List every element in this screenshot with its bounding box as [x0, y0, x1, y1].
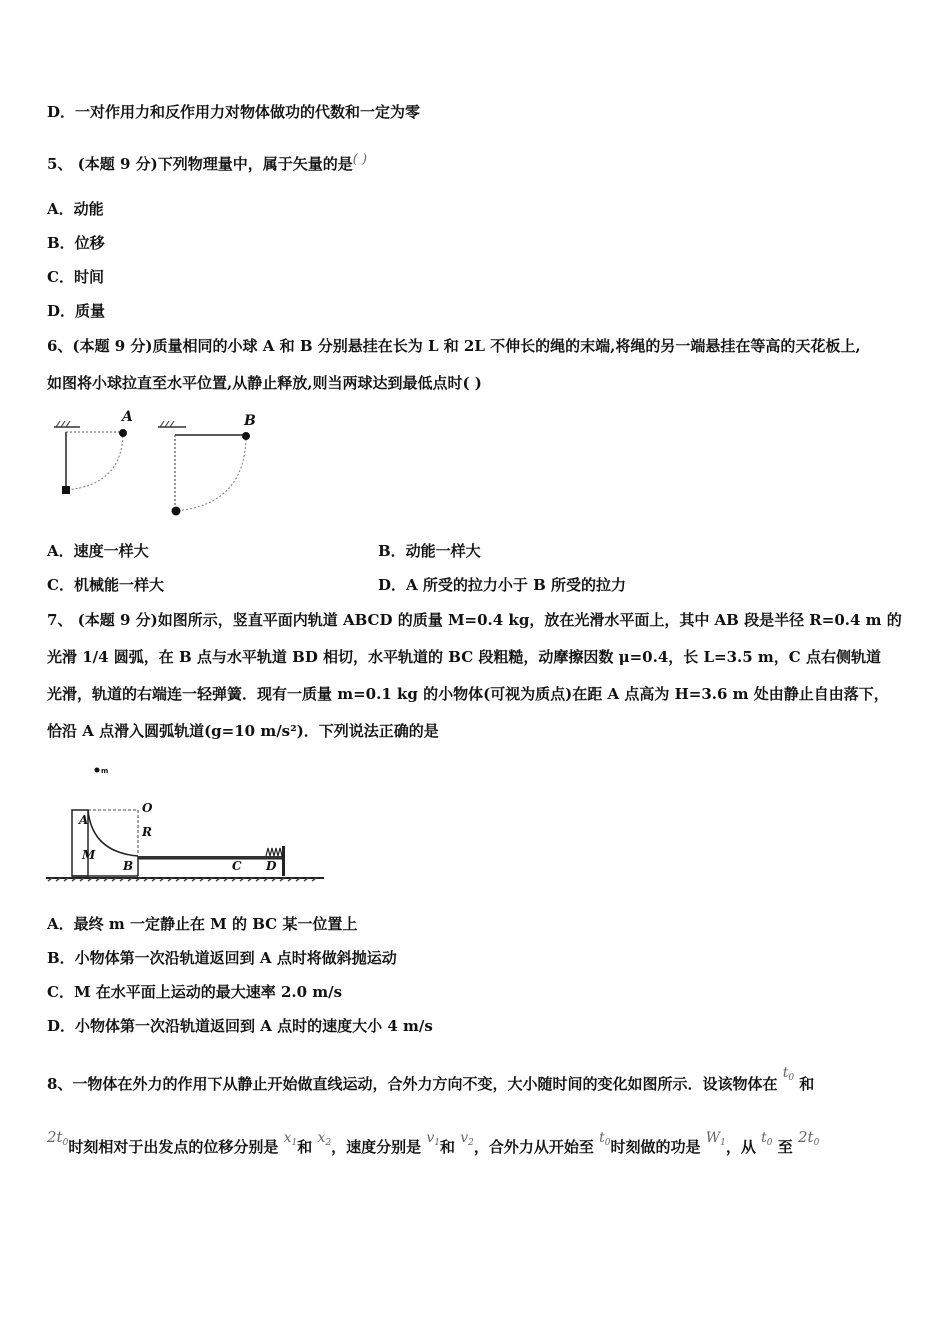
- q4-option-d: D．一对作用力和反作用力对物体做功的代数和一定为零: [47, 103, 421, 121]
- q8-and-1: 和: [799, 1075, 815, 1093]
- q8-line2-a: 时刻相对于出发点的位移分别是: [68, 1138, 279, 1156]
- q7-stem-line4: 恰沿 A 点滑入圆弧轨道(g=10 m/s²)．下列说法正确的是: [47, 722, 439, 740]
- label-r: R: [142, 825, 152, 839]
- label-c: C: [232, 859, 242, 873]
- label-b: B: [244, 413, 256, 429]
- symbol-x2: $x_2$: [317, 1130, 332, 1148]
- q5-option-a: A．动能: [47, 200, 104, 218]
- q8-line2-d: 时刻做的功是: [610, 1138, 701, 1156]
- label-d: D: [266, 859, 277, 873]
- q8-line1-text: 8、一物体在外力的作用下从静止开始做直线运动，合外力方向不变，大小随时间的变化如图所示．设该物体在: [47, 1075, 778, 1093]
- q5-option-c: C．时间: [47, 268, 104, 286]
- label-b: B: [123, 859, 134, 873]
- q7-option-d: D．小物体第一次沿轨道返回到 A 点时的速度大小 4 m/s: [47, 1017, 433, 1035]
- q6-stem-line1: 6、(本题 9 分)质量相同的小球 A 和 B 分别悬挂在长为 L 和 2L 不伸长的绳的末端,将绳的另一端悬挂在等高的天花板上,: [47, 337, 861, 355]
- symbol-t0: $t_0$: [782, 1065, 795, 1083]
- q6-pendulum-figure: [40, 405, 280, 525]
- q5-option-d: D．质量: [47, 302, 106, 320]
- label-a: A: [79, 813, 89, 827]
- q8-line2: [47, 1128, 820, 1163]
- q7-stem-line2: 光滑 1/4 圆弧，在 B 点与水平轨道 BD 相切，水平轨道的 BC 段粗糙，动摩擦因数 μ=0.4，长 L=3.5 m，C 点右侧轨道: [47, 648, 881, 666]
- symbol-w1: $W_1$: [705, 1130, 726, 1148]
- q6-stem-line2: 如图将小球拉直至水平位置,从静止释放,则当两球达到最低点时( ): [47, 374, 482, 392]
- q7-stem-line3: 光滑，轨道的右端连一轻弹簧．现有一质量 m=0.1 kg 的小物体(可视为质点)在距 A 点高为 H=3.6 m 处由静止自由落下，: [47, 685, 889, 703]
- q6-option-a: A．速度一样大: [47, 542, 149, 560]
- symbol-2t0-2: $2t_0$: [798, 1128, 820, 1148]
- q8-line2-e: ，从: [725, 1138, 756, 1156]
- label-o: O: [142, 801, 153, 815]
- label-m: m: [101, 767, 109, 775]
- q8-line2-c: ，合外力从开始至: [473, 1138, 594, 1156]
- symbol-v1: $v_1$: [426, 1130, 440, 1148]
- q5-stem: [47, 150, 367, 174]
- q6-option-d: D．A 所受的拉力小于 B 所受的拉力: [378, 576, 626, 594]
- q8-and-3: 和: [440, 1138, 456, 1156]
- q7-option-c: C．M 在水平面上运动的最大速率 2.0 m/s: [47, 983, 343, 1001]
- q8-and-2: 和: [297, 1138, 313, 1156]
- q7-option-a: A．最终 m 一定静止在 M 的 BC 某一位置上: [47, 915, 358, 933]
- q6-option-c: C．机械能一样大: [47, 576, 164, 594]
- label-mm: M: [82, 848, 96, 862]
- q5-paren: ( ): [352, 152, 368, 167]
- q8-line1: [47, 1063, 814, 1094]
- q7-track-figure: [42, 760, 332, 890]
- q6-option-b: B．动能一样大: [378, 542, 481, 560]
- symbol-v2: $v_2$: [460, 1130, 474, 1148]
- label-a: A: [122, 409, 133, 425]
- q8-line2-b: ，速度分别是: [331, 1138, 422, 1156]
- q7-option-b: B．小物体第一次沿轨道返回到 A 点时将做斜抛运动: [47, 949, 397, 967]
- pendulum-b: [158, 413, 256, 516]
- q5-option-b: B．位移: [47, 234, 105, 252]
- symbol-t0-3: $t_0$: [761, 1130, 773, 1148]
- q7-stem-line1: 7、 (本题 9 分)如图所示，竖直平面内轨道 ABCD 的质量 M=0.4 kg，放在光滑水平面上，其中 AB 段是半径 R=0.4 m 的: [47, 611, 902, 629]
- pendulum-a: [54, 409, 133, 494]
- symbol-2t0: $2t_0$: [47, 1128, 69, 1148]
- q8-line2-f: 至: [777, 1138, 793, 1156]
- symbol-x1: $x_1$: [283, 1130, 298, 1148]
- symbol-t0-2: $t_0$: [599, 1130, 611, 1148]
- q5-stem-text: 5、 (本题 9 分)下列物理量中，属于矢量的是: [47, 155, 353, 173]
